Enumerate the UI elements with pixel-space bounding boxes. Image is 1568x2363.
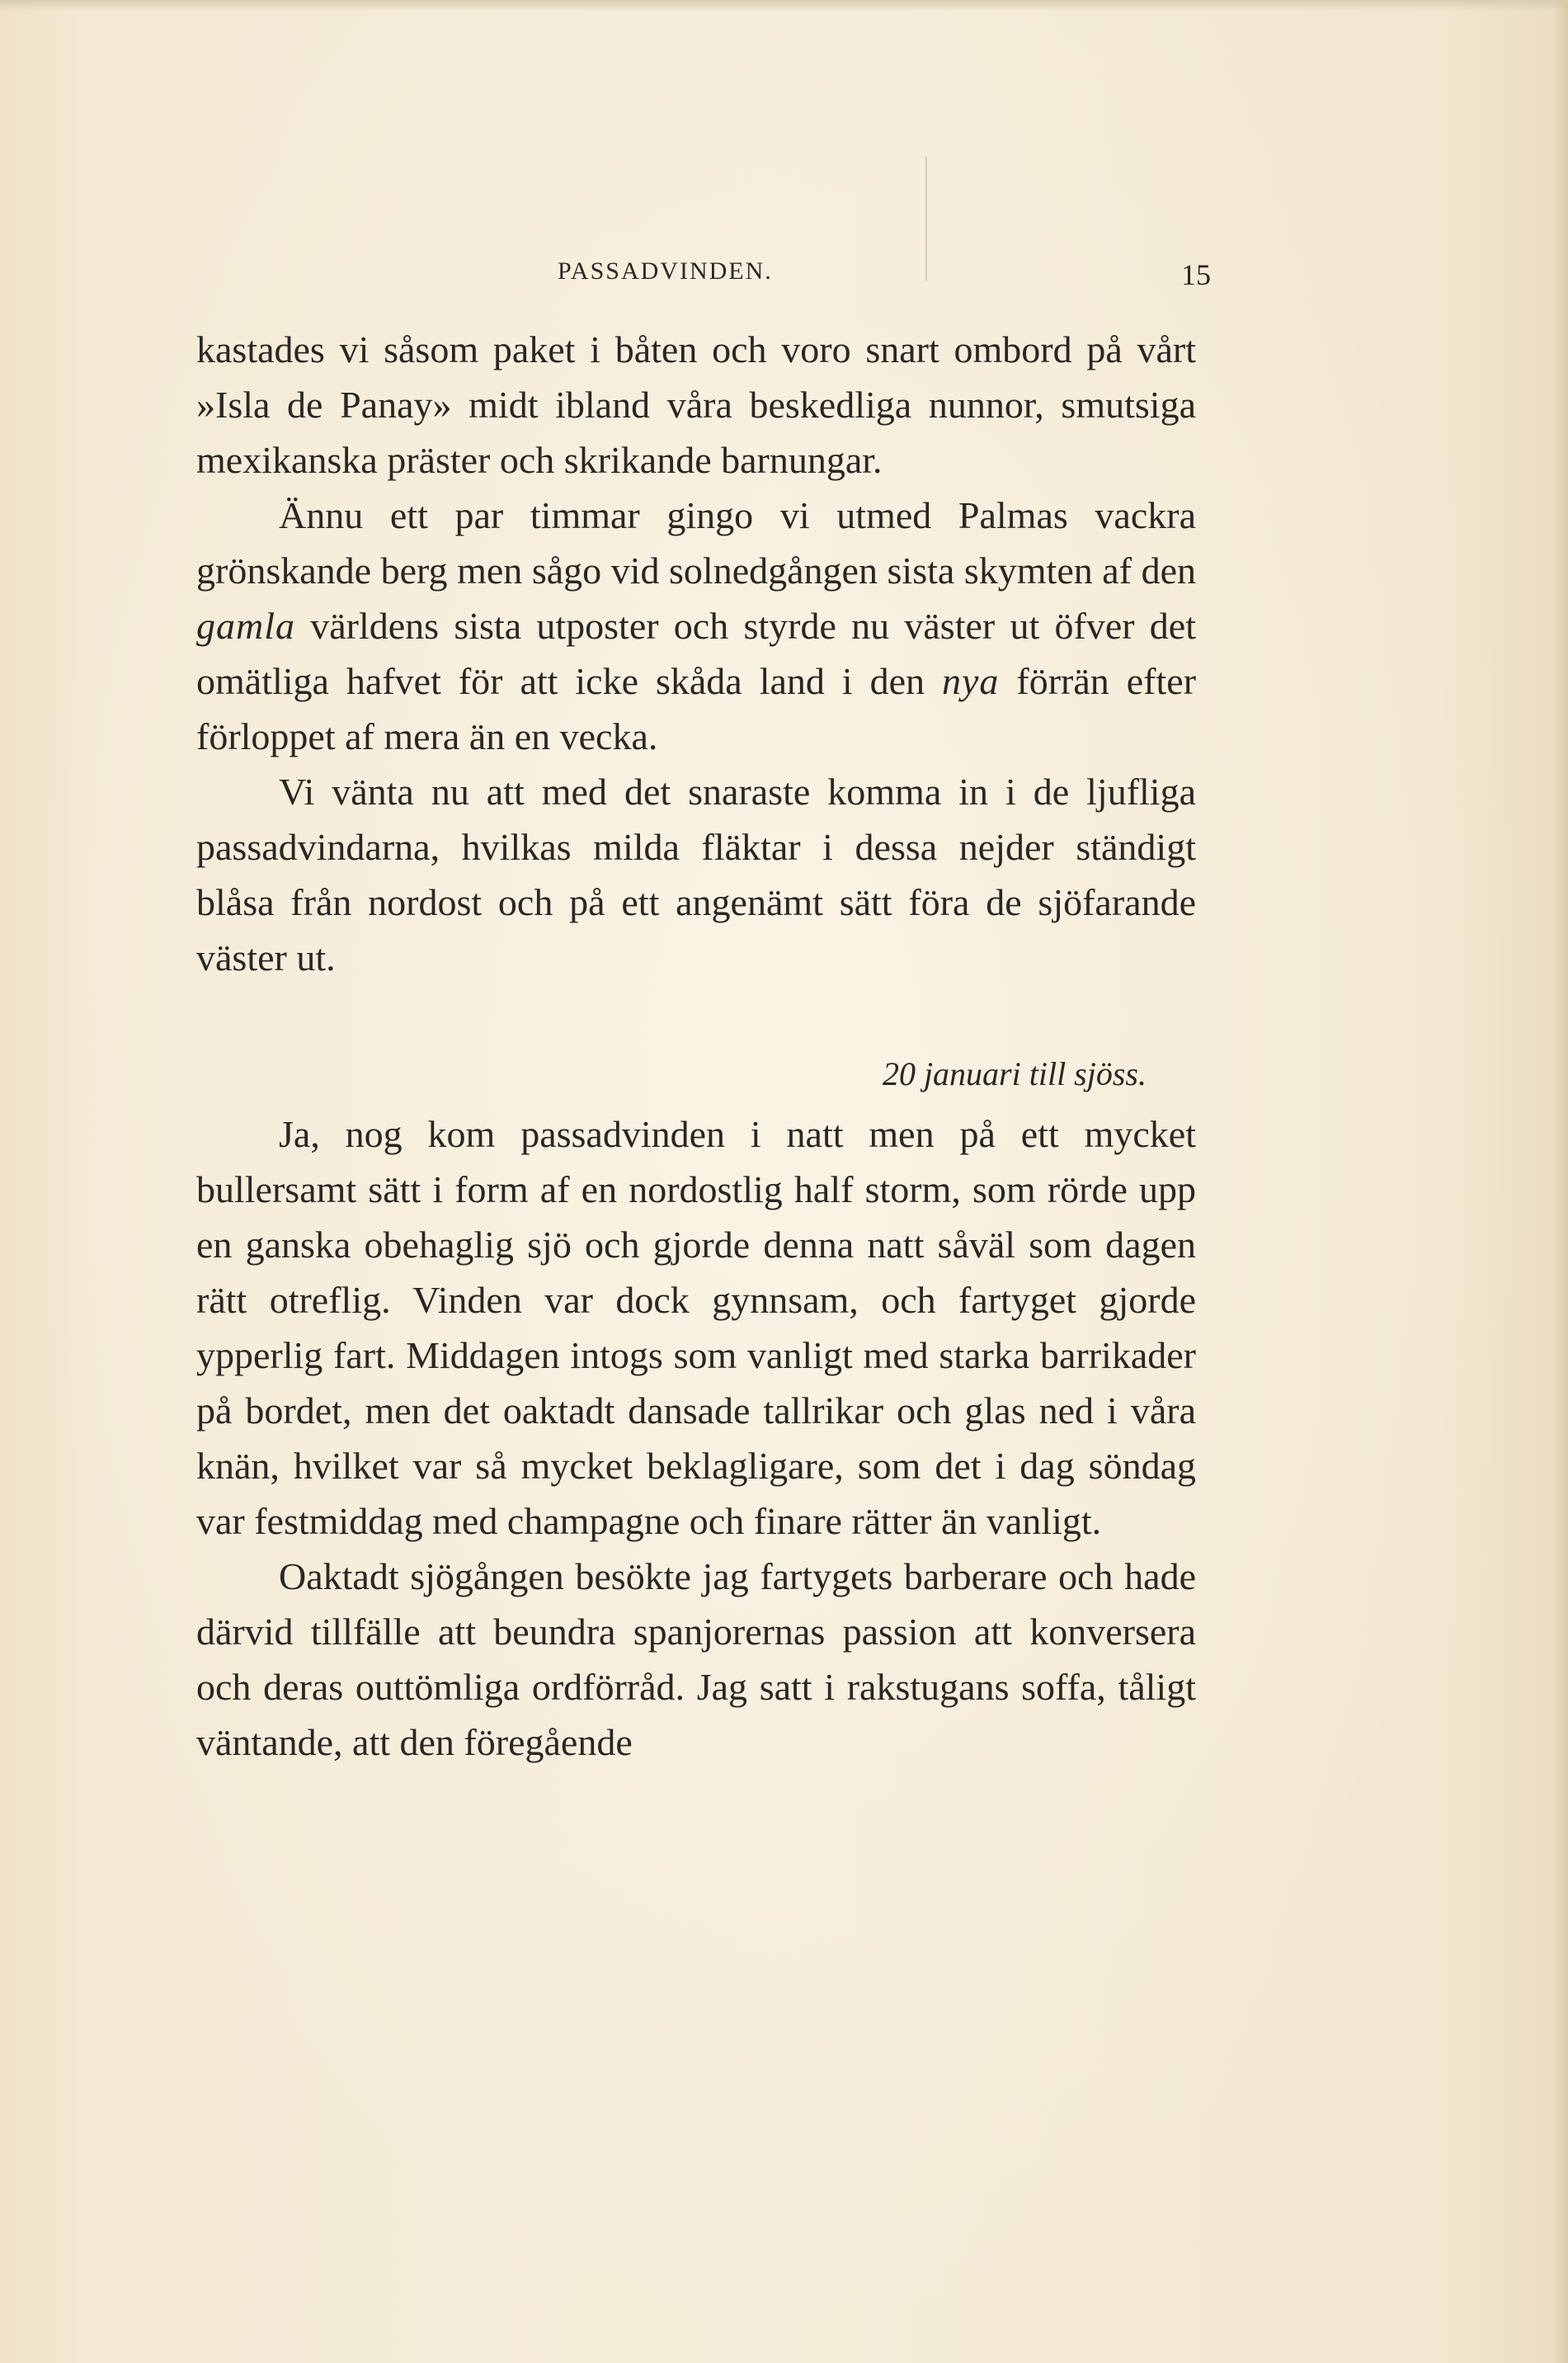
page-right-edge — [1553, 0, 1568, 2363]
running-head: PASSADVINDEN. — [558, 257, 773, 285]
page-number: 15 — [1181, 258, 1211, 291]
page-top-edge — [0, 0, 1568, 12]
paragraph-2-part-3: förrän efter förloppet af mera än en vecka. — [196, 660, 1197, 757]
paragraph-5: Oaktadt sjögången besökte jag fartygets barberare och hade därvid tillfälle att beundra spanjorernas passion att konversera och deras outtömliga ordförråd. Jag satt i rakstugans soffa, tåligt väntande, att den föregående — [196, 1555, 1196, 1763]
paragraph-4: Ja, nog kom passadvinden i natt men på ett mycket bullersamt sätt i form af en nordostlig half storm, som rörde upp en ganska obehaglig sjö och gjorde denna natt såväl som dagen rätt otreflig. Vinden var dock gynnsam, och fartyget gjorde ypperlig fart. Middagen intogs som vanligt med starka barrikader på bordet, men det oaktadt dansade tallrikar och glas ned i våra knän, hvilket var så mycket beklagligare, som det i dag söndag var festmiddag med champagne och finare rätter än vanligt. — [196, 1113, 1196, 1542]
paragraph-2 — [196, 488, 1196, 764]
paragraph-1: kastades vi såsom paket i båten och voro snart ombord på vårt »Isla de Panay» midt ibland våra beskedliga nunnor, smutsiga mexikanska präster och skrikande barnungar. — [196, 328, 1196, 481]
gutter-mark — [925, 157, 927, 281]
italic-word-nya: nya — [942, 660, 1000, 702]
paragraph-3: Vi vänta nu att med det snaraste komma in i de ljufliga passadvindarna, hvilkas milda fläktar i dessa nejder ständigt blåsa från nordost och på ett angenämt sätt föra de sjöfarande väster ut. — [196, 771, 1196, 979]
body-text — [196, 322, 1196, 1770]
italic-word-gamla: gamla — [196, 605, 295, 647]
paragraph-2-part-1: Ännu ett par timmar gingo vi utmed Palmas vackra grönskande berg men sågo vid solnedgången sista skymten af den — [196, 494, 1196, 592]
dateline: 20 januari till sjöss. — [882, 1055, 1147, 1092]
paragraph-2-part-2: världens sista utposter och styrde nu väster ut öfver det omätliga hafvet för att icke skåda land i den — [196, 605, 1196, 702]
